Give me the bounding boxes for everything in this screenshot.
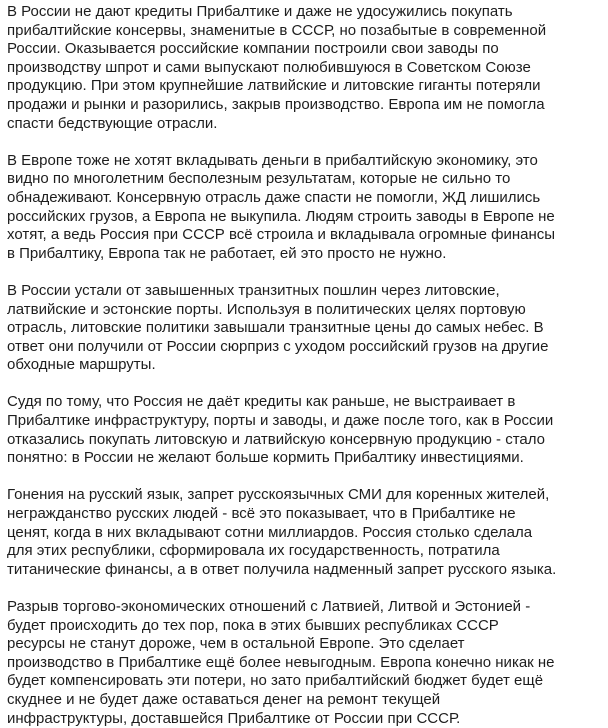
text-line: прибалтийские консервы, знаменитые в СССР, но позабытые в современной (7, 21, 547, 39)
text-line: В Европе тоже не хотят вкладывать деньги в прибалтийскую экономику, это (7, 151, 538, 169)
paragraph (7, 282, 608, 375)
text-line: титанические финансы, а в ответ получила надменный запрет русского языка. (7, 560, 557, 578)
text-line: спасти бедствующие отрасли. (7, 114, 218, 132)
text-line: производство в Прибалтике ещё более невыгодным. Европа конечно никак не (7, 653, 555, 671)
text-line: в Прибалтику, Европа так не работает, ей это просто не нужно. (7, 244, 447, 262)
text-line: понятно: в России не желают больше кормить Прибалтику инвестициями. (7, 449, 524, 467)
text-line: скуднее и не будет даже оставаться денег на ремонт текущей (7, 690, 441, 708)
text-line: производству шпрот и сами выпускают полюбившуюся в Советском Союзе (7, 58, 531, 76)
text-line: отрасль, литовские политики завышали транзитные цены до самых небес. В (7, 319, 544, 337)
text-line: продажи и рынки и разорились, закрыв производство. Европа им не помогла (7, 95, 545, 113)
text-line: В России устали от завышенных транзитных пошлин через литовские, (7, 281, 500, 299)
text-line: Прибалтике инфраструктуру, порты и заводы, и даже после того, как в России (7, 412, 554, 430)
text-line: обнадеживают. Консервную отрасль даже спасти не помогли, ЖД лишились (7, 188, 541, 206)
text-line: инфраструктуры, доставшейся Прибалтике от России при СССР. (7, 709, 461, 727)
text-line: ответ они получили от России сюрприз с уходом российский грузов на другие (7, 337, 549, 355)
paragraph (7, 598, 608, 728)
text-line: ресурсы не станут дороже, чем в остальной Европе. Это сделает (7, 635, 465, 653)
text-line: Гонения на русский язык, запрет русскоязычных СМИ для коренных жителей, (7, 486, 550, 504)
text-line: Разрыв торгово-экономических отношений с Латвией, Литвой и Эстонией - (7, 598, 531, 615)
paragraph (7, 152, 608, 264)
text-line: хотят, а ведь Россия при СССР всё строила и вкладывала огромные финансы (7, 226, 556, 244)
paragraph (7, 486, 608, 579)
text-line: российских грузов, а Европа не выкупила. Людям строить заводы в Европе не (7, 207, 555, 225)
paragraph (7, 393, 608, 467)
text-line: продукцию. При этом крупнейшие латвийские и литовские гиганты потеряли (7, 77, 541, 95)
text-line: В России не дают кредиты Прибалтике и даже не удосужились покупать (7, 3, 513, 20)
text-line: для этих республики, сформировала их государственность, потратила (7, 542, 500, 560)
text-line: будет происходить до тех пор, пока в этих бывших республиках СССР (7, 616, 499, 634)
text-line: обходные маршруты. (7, 356, 156, 374)
text-line: Судя по тому, что Россия не даёт кредиты как раньше, не выстраивает в (7, 393, 516, 411)
text-line: отказались покупать литовскую и латвийскую консервную продукцию - стало (7, 430, 546, 448)
text-line: видно по многолетним бесполезным результатам, которые не сильно то (7, 170, 511, 188)
text-line: будет компенсировать эти потери, но зато прибалтийский бюджет будет ещё (7, 672, 544, 690)
text-line: негражданство русских людей - всё это показывает, что в Прибалтике не (7, 505, 516, 523)
text-line: России. Оказывается российские компании построили свои заводы по (7, 40, 499, 58)
paragraph (7, 3, 608, 133)
text-line: ценят, когда в них вкладывают сотни миллиардов. Россия столько сделала (7, 523, 533, 541)
text-line: латвийские и эстонские порты. Используя в политических целях портовую (7, 300, 526, 318)
